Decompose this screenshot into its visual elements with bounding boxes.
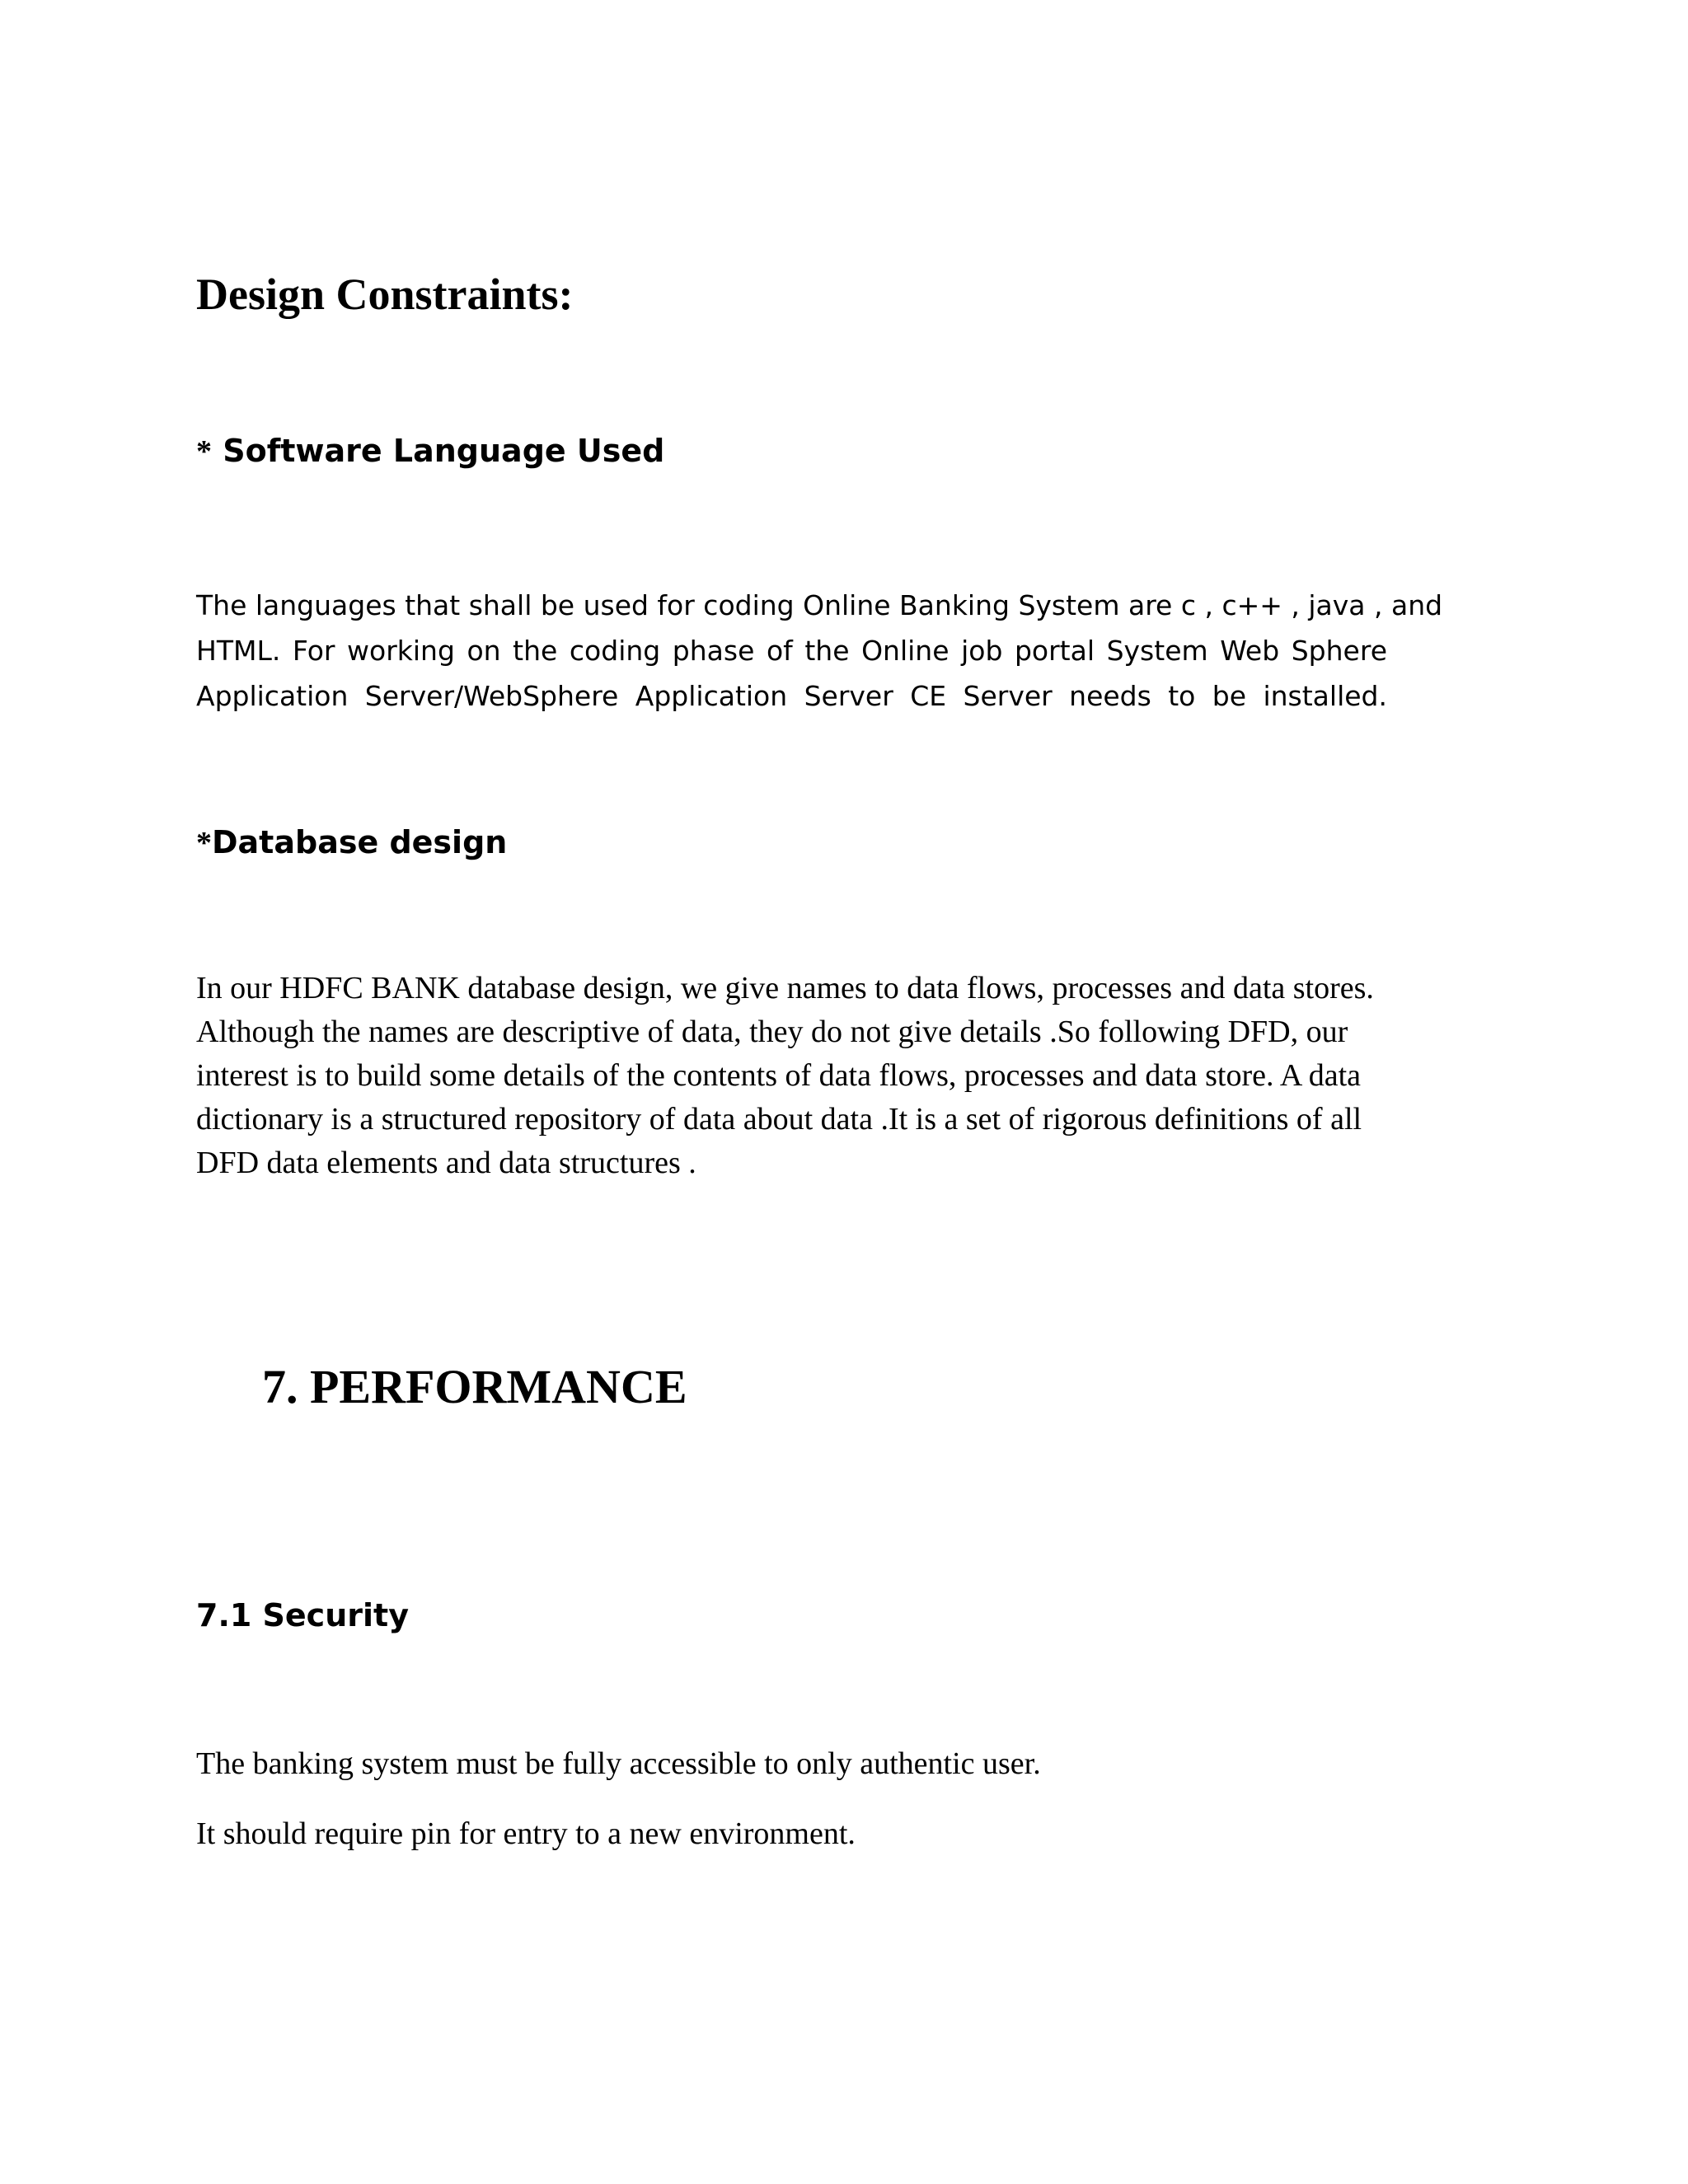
heading-text: Software Language Used	[223, 433, 665, 469]
paragraph-line: The languages that shall be used for coding Online Banking System are c , c++ , java , and	[196, 589, 1443, 621]
paragraph-database-design	[196, 967, 1374, 1185]
security-sentence: The banking system must be fully accessible to only authentic user.	[196, 1746, 1041, 1781]
section-heading-performance: 7. PERFORMANCE	[262, 1360, 687, 1413]
heading-marker: *	[196, 434, 212, 469]
heading-text: Database design	[212, 824, 508, 860]
paragraph-line: dictionary is a structured repository of data about data .It is a set of rigorous definitions of all	[196, 1102, 1362, 1137]
paragraph-line: Application Server/WebSphere Application Server CE Server needs to be installed.	[196, 680, 1387, 712]
paragraph-line: DFD data elements and data structures .	[196, 1146, 696, 1180]
security-sentence: It should require pin for entry to a new environment.	[196, 1816, 856, 1851]
section-heading-software-language	[196, 430, 664, 472]
heading-marker: *	[196, 826, 212, 860]
paragraph-line: interest is to build some details of the contents of data flows, processes and data store. A data	[196, 1058, 1362, 1093]
paragraph-software-language	[196, 583, 1443, 719]
section-heading-database-design	[196, 822, 507, 864]
paragraph-line: HTML. For working on the coding phase of the Online job portal System Web Sphere	[196, 635, 1387, 667]
page-title: Design Constraints:	[196, 269, 574, 319]
paragraph-line: In our HDFC BANK database design, we give names to data flows, processes and data stores.	[196, 971, 1374, 1005]
subsection-heading-security: 7.1 Security	[196, 1597, 409, 1633]
paragraph-line: Although the names are descriptive of data, they do not give details .So following DFD, our	[196, 1015, 1348, 1049]
